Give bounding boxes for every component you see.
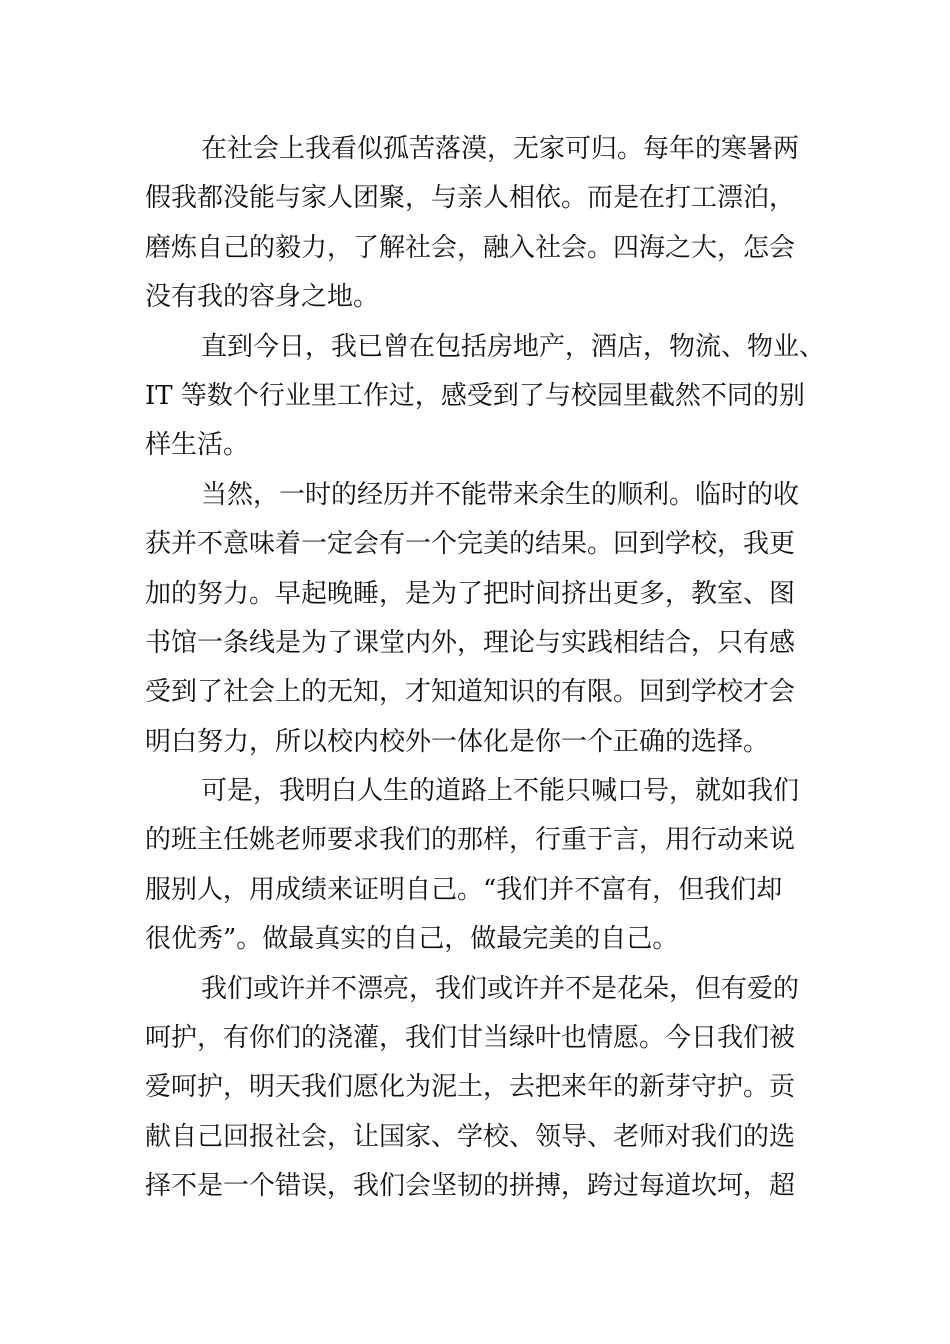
- paragraph-4-line-1: 可是，我明白人生的道路上不能只喊口号，就如我们: [201, 776, 800, 807]
- paragraph-3-line-1: 当然，一时的经历并不能带来余生的顺利。临时的收: [201, 479, 800, 510]
- paragraph-5-line-1: 我们或许并不漂亮，我们或许并不是花朵，但有爱的: [201, 973, 800, 1004]
- paragraph-4-line-2: 的班主任姚老师要求我们的那样，行重于言，用行动来说: [145, 825, 796, 856]
- paragraph-5-line-5: 择不是一个错误，我们会坚韧的拼搏，跨过每道坎坷，超: [145, 1171, 796, 1202]
- paragraph-3-line-4: 书馆一条线是为了课堂内外，理论与实践相结合，只有感: [145, 627, 796, 658]
- paragraph-1-line-3: 磨炼自己的毅力，了解社会，融入社会。四海之大，怎会: [145, 232, 796, 263]
- paragraph-2-line-3: 样生活。: [145, 430, 250, 461]
- paragraph-3-line-3: 加的努力。早起晚睡，是为了把时间挤出更多，教室、图: [145, 578, 796, 609]
- paragraph-4-line-4: 很优秀”。做最真实的自己，做最完美的自己。: [145, 924, 679, 955]
- paragraph-3-line-6: 明白努力，所以校内校外一体化是你一个正确的选择。: [145, 726, 770, 757]
- document-body: [145, 125, 826, 1212]
- paragraph-5-line-3: 爱呵护，明天我们愿化为泥土，去把来年的新芽守护。贡: [145, 1072, 796, 1103]
- paragraph-1-line-4: 没有我的容身之地。: [145, 282, 380, 313]
- paragraph-5-line-4: 献自己回报社会，让国家、学校、领导、老师对我们的选: [145, 1121, 796, 1152]
- paragraph-1-line-1: 在社会上我看似孤苦落漠，无家可归。每年的寒暑两: [201, 134, 800, 164]
- paragraph-4-line-3: 服别人，用成绩来证明自己。“我们并不富有，但我们却: [145, 874, 783, 905]
- paragraph-3-line-5: 受到了社会上的无知，才知道知识的有限。回到学校才会: [145, 677, 796, 708]
- paragraph-3-line-2: 获并不意味着一定会有一个完美的结果。回到学校，我更: [145, 529, 796, 560]
- paragraph-2-line-2: IT 等数个行业里工作过，感受到了与校园里截然不同的别: [145, 380, 805, 411]
- paragraph-5-line-2: 呵护，有你们的浇灌，我们甘当绿叶也情愿。今日我们被: [145, 1023, 796, 1054]
- paragraph-1-line-2: 假我都没能与家人团聚，与亲人相依。而是在打工漂泊，: [145, 183, 796, 214]
- paragraph-2-line-1: 直到今日，我已曾在包括房地产，酒店，物流、物业、: [201, 331, 826, 362]
